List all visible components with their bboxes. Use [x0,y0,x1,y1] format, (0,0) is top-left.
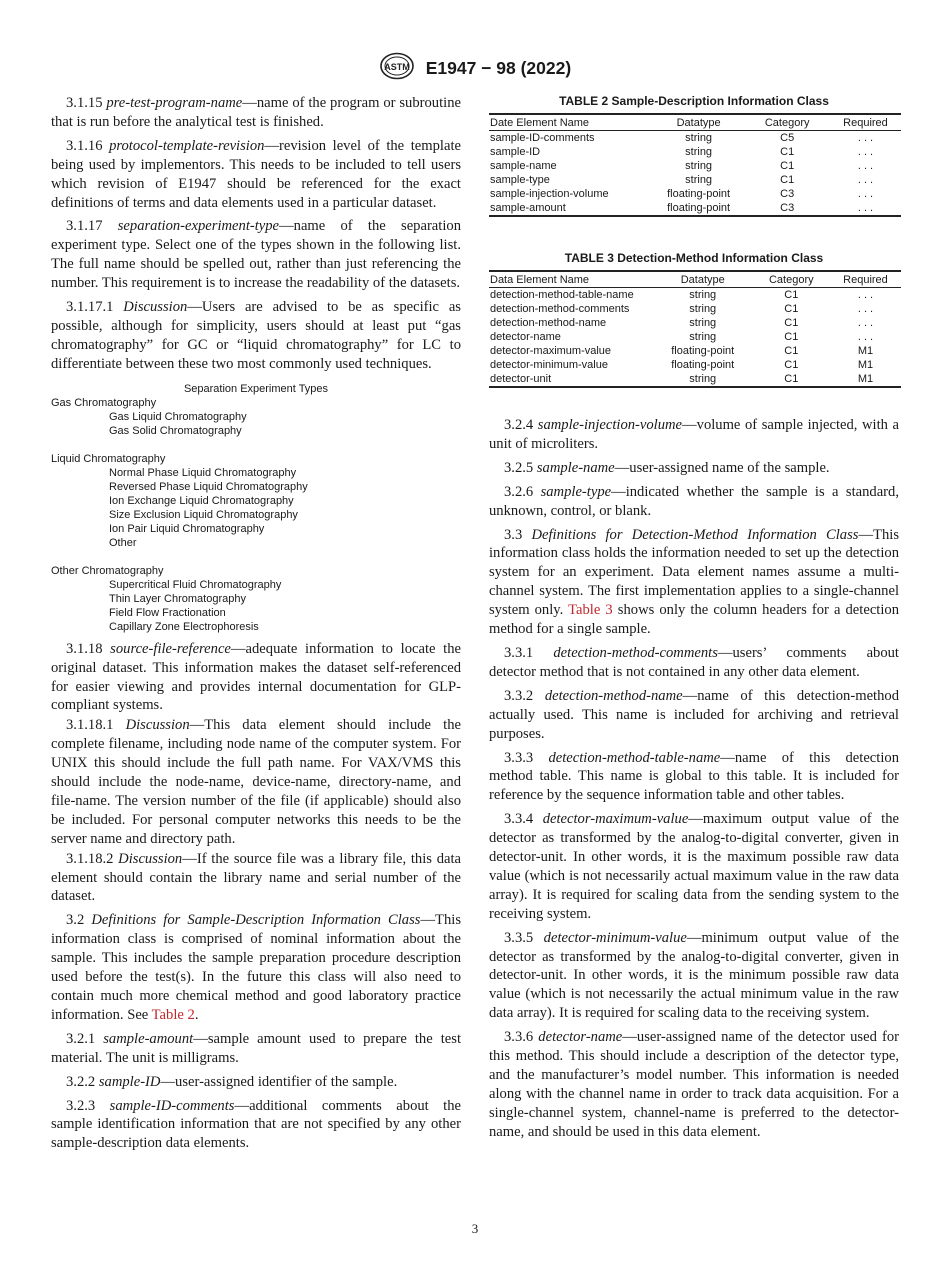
table-cell: C1 [784,359,799,371]
table-row [489,145,901,159]
table-cell: string [689,289,717,301]
table-cell: sample-amount [489,201,654,216]
sep-group-other [51,564,461,634]
para-3-2-6: 3.2.6 sample-type—indicated whether the sample is a standard, unknown, control, or blank. [489,483,899,519]
svg-text:ASTM: ASTM [384,62,410,72]
sep-group-name: Liquid Chromatography [51,452,166,465]
table-cell: C1 [784,317,799,329]
table-cell: M1 [831,372,901,387]
para-3-1-17-1: 3.1.17.1 Discussion—Users are advised to be as specific as possible, although for simplicity, users should at least put “gas chromatography” for GC or “liquid chromatography” for LC to differentiate between these two most commonly used techniques. [51,299,461,372]
sep-type-item: Ion Pair Liquid Chromatography [109,522,265,535]
para-3-2-5: 3.2.5 sample-name—user-assigned name of the sample. [504,459,830,476]
sep-group-liquid [51,452,461,550]
table-cell: . . . [857,289,874,301]
table-cell: detection-method-name [490,317,607,329]
table-cell: C1 [780,160,795,172]
table-cell: . . . [857,188,874,200]
table-row [489,344,901,358]
table-cell: string [689,303,717,315]
table-cell: . . . [857,317,874,329]
separation-types-list [51,382,461,634]
left-column [51,94,461,1158]
table-cell: string [685,174,713,186]
sep-type-item: Thin Layer Chromatography [109,592,246,605]
para-3-1-18-1: 3.1.18.1 Discussion—This data element should include the complete filename, including node name of the computer system. For UNIX this should include the full path name. For VAX/VMS this should include the node-name, device-name, directory-name, and file-name. The version number of the file (if applicable) should also be included. For personal computer networks this needs to be the server name and directory path. [51,717,461,847]
astm-logo [379,52,415,85]
table-cell: detection-method-table-name [490,289,634,301]
table-cell: C5 [780,132,795,144]
sep-type-item: Capillary Zone Electrophoresis [109,620,259,633]
sep-type-item: Size Exclusion Liquid Chromatography [109,508,298,521]
table-cell: floating-point [667,188,731,200]
right-column [489,94,899,1147]
para-3-3: 3.3 Definitions for Detection-Method Information Class—This information class holds the information needed to set up the detection system for an experiment. Data element names assume a multi-channel system. The first implementation applies to a single-channel system only. Table 3 shows only the column headers for a detection method for a single sample. [489,526,899,638]
sep-type-item: Supercritical Fluid Chromatography [109,578,282,591]
table-cell: C1 [784,289,799,301]
table-cell: detection-method-comments [490,303,630,315]
para-3-3-4: 3.3.4 detector-maximum-value—maximum output value of the detector as transformed by the analog-to-digital converter, given in detector-unit. In other words, it is the maximum possible raw data value (which is not necessarily actual maximum value in the raw data array). It is required for scaling data from the sending system to the receiving system. [489,811,899,922]
sep-type-item: Normal Phase Liquid Chromatography [109,466,297,479]
para-3-1-16: 3.1.16 protocol-template-revision—revision level of the template being used by implementors. This needs to be included to tell users which revision of E1947 should be referenced for the exact definitions of terms and data elements used in a particular dataset. [51,137,461,211]
table-cell: C3 [780,188,795,200]
column-header: Required [831,114,901,131]
table-row [489,288,901,303]
table-cell: . . . [857,146,874,158]
table-cell: string [689,317,717,329]
table-cell: . . . [831,201,901,216]
table-row [489,173,901,187]
table-cell: C1 [784,303,799,315]
table-cell: . . . [857,174,874,186]
table-cell: M1 [857,359,874,371]
table-cell: detector-minimum-value [490,359,608,371]
para-3-2-2: 3.2.2 sample-ID—user-assigned identifier of the sample. [66,1073,398,1090]
page-number: 3 [471,1221,479,1236]
para-3-1-17: 3.1.17 separation-experiment-type—name of the separation experiment type. Select one of the types shown in the following list. The full name should be spelled out, rather than just referencing the number. This requirement is to increase the readability of the datasets. [51,218,461,292]
table-cell: detector-maximum-value [490,345,612,357]
column-header: Data Element Name [489,271,654,288]
para-3-3-6: 3.3.6 detector-name—user-assigned name of the detector used for this method. This should include a description of the detector type, and the manufacturer’s model number. This information is needed along with the channel name in order to track data acquisition. For a single-channel system, channel-name is preferred to the detector-name, and should be used in this data element. [489,1029,899,1140]
table-cell: . . . [857,331,874,343]
para-3-2-4: 3.2.4 sample-injection-volume—volume of sample injected, with a unit of microliters. [489,417,899,452]
sep-group-gas [51,396,461,438]
para-3-3-3: 3.3.3 detection-method-table-name—name of this detection method table. This name is global to this table. It is included for reference by the sequence information table and other tables. [489,749,899,804]
table-row [489,131,901,146]
sep-type-item: Gas Liquid Chromatography [109,410,247,423]
table-row [489,316,901,330]
table-3-title: TABLE 3 Detection-Method Information Class [564,251,824,265]
table-cell: floating-point [671,359,735,371]
table-cell: string [685,146,713,158]
separation-types-title: Separation Experiment Types [183,382,329,395]
table-row [489,358,901,372]
para-3-2: 3.2 Definitions for Sample-Description Information Class—This information class is comprised of nominal information about the sample. This includes the sample preparation procedure description used before the test(s). In the future this class will also need to contain much more chemical method and good laboratory practice information. See Table 2. [51,912,461,1023]
table-cell: floating-point [671,345,735,357]
column-header: Date Element Name [489,114,654,131]
table-3-link[interactable]: Table 3 [568,602,613,619]
table-row [489,201,901,216]
para-3-3-1: 3.3.1 detection-method-comments—users’ comments about detector method that is not contained in any other data element. [489,644,899,680]
table-2-link[interactable]: Table 2 [151,1006,195,1023]
document-title: E1947 − 98 (2022) [425,58,572,78]
table-cell: string [654,372,753,387]
table-cell: C3 [744,201,831,216]
table-cell: floating-point [654,201,745,216]
table-row [489,187,901,201]
para-3-1-15: 3.1.15 pre-test-program-name—name of the program or subroutine that is run before the analytical test is finished. [51,95,461,130]
table-cell: M1 [857,345,874,357]
sep-group-name: Other Chromatography [51,564,164,577]
table-header-row [489,271,901,288]
para-3-3-2: 3.3.2 detection-method-name—name of this detection-method actually used. This name is included for archiving and retrieval purposes. [489,687,899,742]
table-cell: sample-ID-comments [490,132,595,144]
table-cell: detector-unit [489,372,654,387]
table-2-title: TABLE 2 Sample-Description Information Class [559,94,829,108]
table-cell: string [685,160,713,172]
table-cell: C1 [753,372,831,387]
para-3-1-18: 3.1.18 source-file-reference—adequate information to locate the original dataset. This information makes the dataset self-referenced for easier viewing and provides internal documentation for GLP-compliant systems. [51,640,461,714]
para-3-2-1: 3.2.1 sample-amount—sample amount used to prepare the test material. The unit is milligrams. [51,1030,461,1066]
sep-type-item: Other [109,536,137,549]
sep-type-item: Reversed Phase Liquid Chromatography [109,480,308,493]
table-cell: . . . [857,132,874,144]
para-3-1-18-2: 3.1.18.2 Discussion—If the source file was a library file, this data element should contain the library name and serial number of the dataset. [51,850,461,905]
table-3 [489,270,901,388]
table-cell: detector-name [490,331,561,343]
sep-type-item: Gas Solid Chromatography [109,424,242,437]
sep-type-item: Ion Exchange Liquid Chromatography [109,494,294,507]
table-row [489,330,901,344]
table-cell: sample-type [490,174,550,186]
sep-type-item: Field Flow Fractionation [109,606,226,619]
table-cell: string [685,132,713,144]
table-header-row [489,114,901,131]
para-3-2-3: 3.2.3 sample-ID-comments—additional comments about the sample identification information that are not specified by any other sample-description data elements. [51,1097,461,1152]
table-cell: C1 [780,174,795,186]
table-row [489,372,901,387]
table-cell: sample-name [490,160,557,172]
table-row [489,302,901,316]
table-cell: C1 [784,331,799,343]
sep-group-name: Gas Chromatography [51,396,157,409]
para-3-3-5: 3.3.5 detector-minimum-value—minimum output value of the detector as transformed by the analog-to-digital converter, given in detector-unit. In other words, it is the minimum possible raw data value (which is not necessarily the actual minimum value in the raw data array). It is required for scaling data to the receiving system. [489,929,899,1022]
table-2 [489,113,901,217]
table-cell: C1 [780,146,795,158]
column-header: Datatype [654,114,745,131]
table-cell: . . . [857,160,874,172]
table-cell: string [689,331,717,343]
table-cell: . . . [857,303,874,315]
table-cell: C1 [784,345,799,357]
column-header: Category [753,271,831,288]
table-cell: sample-injection-volume [490,188,609,200]
column-header: Required [831,271,901,288]
column-header: Category [744,114,831,131]
page-header [0,52,950,85]
table-row [489,159,901,173]
table-cell: sample-ID [490,146,541,158]
column-header: Datatype [654,271,753,288]
